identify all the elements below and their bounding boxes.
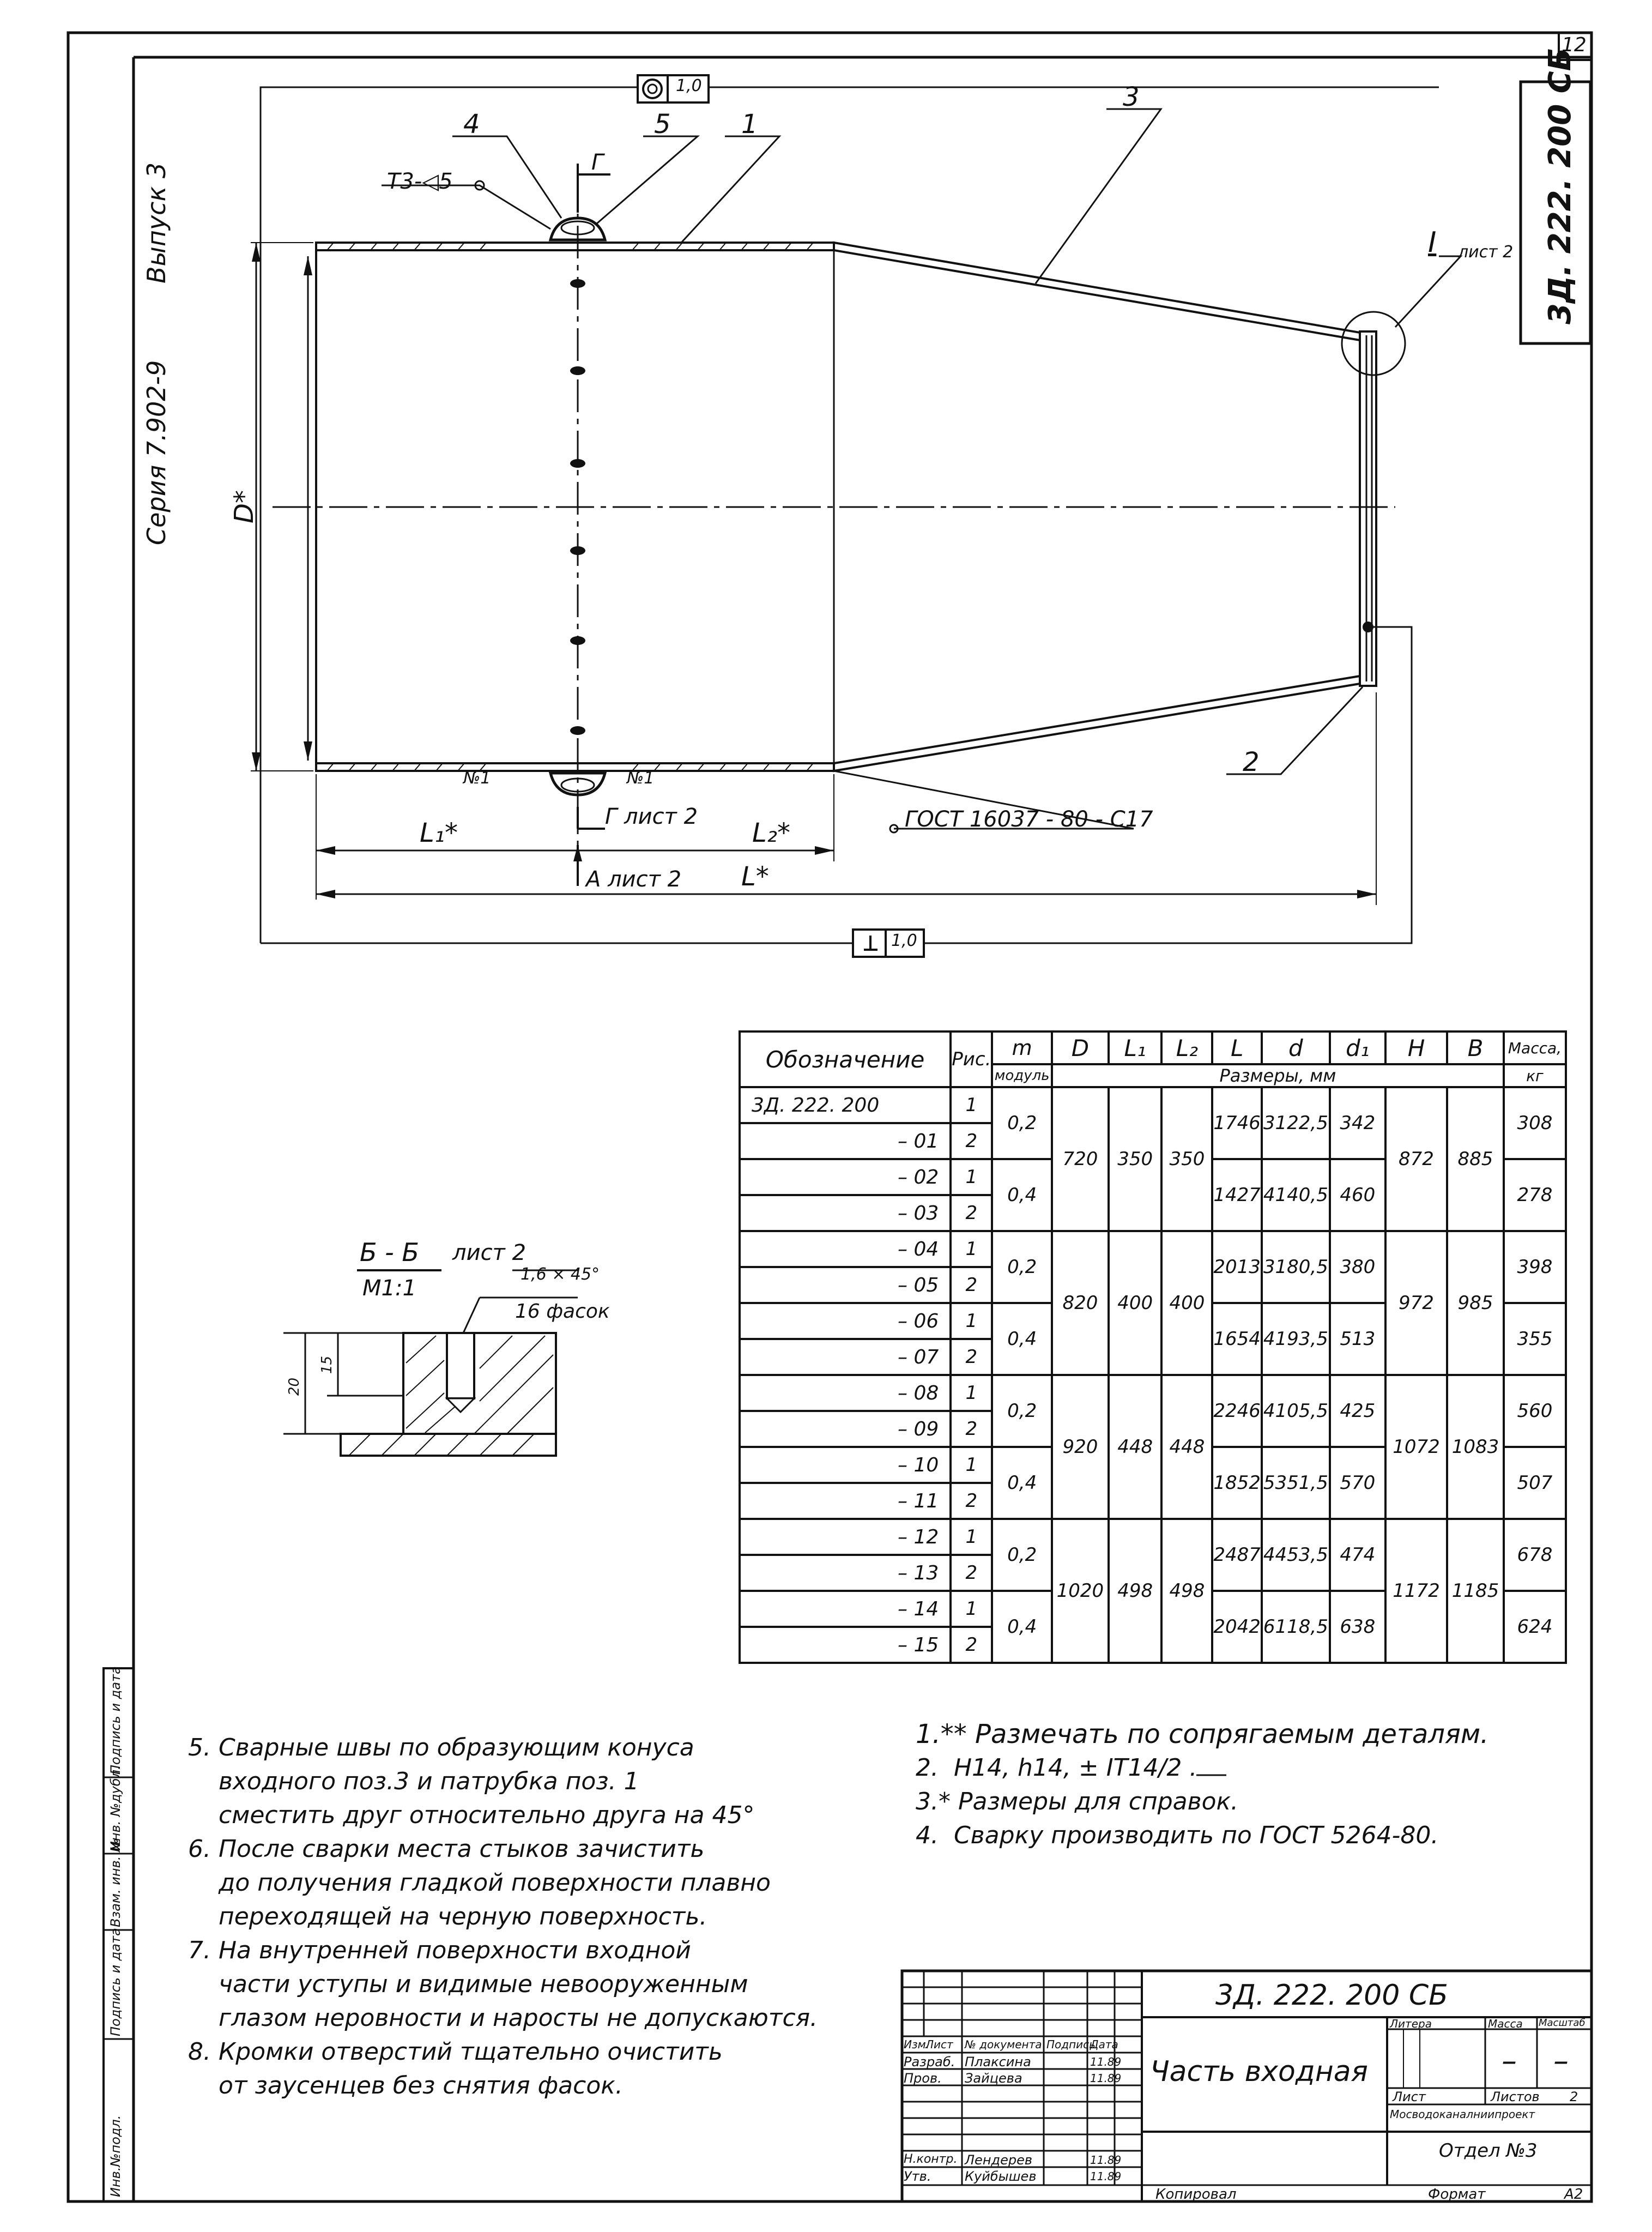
section-chamfer-count: 16 фасок — [515, 1300, 610, 1323]
row-L1: 350 — [1109, 1087, 1162, 1231]
dim-D-label: D* — [229, 490, 259, 523]
row-designation: – 04 — [740, 1231, 951, 1267]
row-d1: 342 — [1330, 1087, 1385, 1159]
tb-massa: Масса — [1488, 2017, 1523, 2030]
section-dim-15: 15 — [319, 1355, 335, 1374]
row-L1: 498 — [1109, 1519, 1162, 1663]
view-A-label: А лист 2 — [586, 867, 682, 892]
tb-name: Часть входная — [1150, 2055, 1368, 2088]
row-d: 4140,5 — [1262, 1159, 1330, 1231]
leader-3 — [1036, 109, 1161, 283]
row-designation: – 14 — [740, 1591, 951, 1627]
th-D: D — [1052, 1031, 1109, 1064]
page-number: 12 — [1562, 34, 1587, 56]
row-L: 2246 — [1212, 1375, 1262, 1447]
row-L2: 448 — [1161, 1375, 1212, 1519]
note-line: до получения гладкой поверхности плавно — [188, 1869, 771, 1897]
tb-col-sign: Подпись — [1046, 2038, 1096, 2051]
tb-massa-val: – — [1502, 2043, 1517, 2079]
dim-L-label: L* — [741, 861, 769, 892]
row-mass: 398 — [1504, 1231, 1566, 1303]
view-G-bottom: Г лист 2 — [605, 804, 698, 829]
callout-4: 4 — [463, 109, 480, 140]
tb-col-doc: № документа — [965, 2038, 1042, 2051]
tb-col-izm: Изм. — [904, 2038, 930, 2051]
row-designation: – 05 — [740, 1267, 951, 1303]
row-H: 872 — [1385, 1087, 1447, 1231]
row-mass: 278 — [1504, 1159, 1566, 1231]
row-module: 0,4 — [992, 1303, 1052, 1375]
row-module: 0,4 — [992, 1159, 1052, 1231]
th-mass-unit: кг — [1504, 1064, 1566, 1087]
row-d: 4453,5 — [1262, 1519, 1330, 1591]
detail-I-sheet: лист 2 — [1458, 243, 1514, 262]
row-L: 1746 — [1212, 1087, 1262, 1159]
row-D: 820 — [1052, 1231, 1109, 1375]
dim-L1-label: L₁* — [420, 818, 458, 848]
section-chamfer: 1,6 × 45° — [521, 1265, 600, 1284]
row-L: 2487 — [1212, 1519, 1262, 1591]
row-fig: 1 — [951, 1447, 992, 1483]
note-line: 8. Кромки отверстий тщательно очистить — [188, 2038, 723, 2066]
row-fig: 2 — [951, 1555, 992, 1591]
row-d1: 638 — [1330, 1591, 1385, 1663]
series-label: Серия 7.902-9 — [142, 360, 171, 545]
th-dims-mm: Размеры, мм — [1052, 1064, 1504, 1087]
row-H: 972 — [1385, 1231, 1447, 1375]
note-line: глазом неровности и наросты не допускаются. — [188, 2004, 818, 2032]
th-L2: L₂ — [1161, 1031, 1212, 1064]
row-L2: 400 — [1161, 1231, 1212, 1375]
row-module: 0,4 — [992, 1447, 1052, 1519]
row-H: 1172 — [1385, 1519, 1447, 1663]
flatness-tolerance-value: 1,0 — [676, 76, 702, 95]
th-mass: Масса, — [1504, 1031, 1566, 1064]
tb-utv-label: Утв. — [904, 2169, 931, 2184]
row-designation: 3Д. 222. 200 — [740, 1087, 951, 1123]
row-fig: 1 — [951, 1591, 992, 1627]
weld-symbol: Т3-◁5 — [387, 169, 453, 194]
row-B: 1185 — [1447, 1519, 1504, 1663]
n1-left: №1 — [463, 769, 491, 788]
tb-utv-date: 11.89 — [1090, 2170, 1122, 2183]
row-fig: 2 — [951, 1123, 992, 1159]
notes-left — [188, 1731, 818, 2103]
th-d1: d₁ — [1330, 1031, 1385, 1064]
row-module: 0,2 — [992, 1375, 1052, 1447]
row-fig: 2 — [951, 1627, 992, 1663]
detail-I-label: I — [1428, 226, 1437, 259]
stamp-code: 3Д. 222. 200 СБ — [1542, 47, 1578, 324]
strip-inv-dubl: Инв. №дубл. — [108, 1765, 123, 1851]
tb-dept: Отдел №3 — [1439, 2140, 1538, 2162]
row-D: 720 — [1052, 1087, 1109, 1231]
row-designation: – 12 — [740, 1519, 951, 1555]
row-module: 0,2 — [992, 1087, 1052, 1159]
perp-frame-line-right — [891, 627, 1412, 943]
tb-sheet-label: Лист — [1393, 2089, 1426, 2104]
row-L1: 400 — [1109, 1231, 1162, 1375]
row-B: 1083 — [1447, 1375, 1504, 1519]
section-dim-20: 20 — [286, 1377, 302, 1396]
tb-nkontr-label: Н.контр. — [904, 2152, 958, 2166]
note-line: 3.* Размеры для справок. — [916, 1788, 1239, 1815]
row-d: 3122,5 — [1262, 1087, 1330, 1159]
row-d: 5351,5 — [1262, 1447, 1330, 1519]
tb-nkontr-name: Лендерев — [965, 2152, 1033, 2168]
row-module: 0,2 — [992, 1519, 1052, 1591]
tb-razrab-name: Плаксина — [965, 2054, 1031, 2070]
row-D: 920 — [1052, 1375, 1109, 1519]
th-designation: Обозначение — [740, 1031, 951, 1087]
row-d: 4105,5 — [1262, 1375, 1330, 1447]
dim-L2-label: L₂* — [752, 818, 790, 848]
row-mass: 678 — [1504, 1519, 1566, 1591]
tb-code: 3Д. 222. 200 СБ — [1215, 1979, 1448, 2012]
row-L: 2042 — [1212, 1591, 1262, 1663]
tb-prov-label: Пров. — [904, 2071, 942, 2086]
tb-sheets-val: 2 — [1570, 2089, 1578, 2104]
note-line: переходящей на черную поверхность. — [188, 1903, 707, 1931]
view-G-top: Г — [591, 150, 604, 175]
callout-5: 5 — [654, 109, 671, 140]
leader-I — [1395, 256, 1461, 327]
row-B: 885 — [1447, 1087, 1504, 1231]
th-L1: L₁ — [1109, 1031, 1162, 1064]
row-fig: 1 — [951, 1231, 992, 1267]
th-fig: Рис. — [951, 1031, 992, 1087]
row-designation: – 13 — [740, 1555, 951, 1591]
row-L2: 498 — [1161, 1519, 1212, 1663]
row-fig: 1 — [951, 1303, 992, 1339]
row-fig: 1 — [951, 1159, 992, 1195]
row-d1: 460 — [1330, 1159, 1385, 1231]
section-sheet: лист 2 — [452, 1240, 527, 1265]
row-fig: 1 — [951, 1087, 992, 1123]
row-L: 2013 — [1212, 1231, 1262, 1303]
tb-format-val: А2 — [1564, 2186, 1583, 2203]
note-line: 2. Н14, h14, ± IT14/2 . — [916, 1754, 1197, 1782]
tb-masshtab-val: – — [1553, 2043, 1569, 2079]
th-m: m — [992, 1031, 1052, 1064]
row-L2: 350 — [1161, 1087, 1212, 1231]
row-d1: 474 — [1330, 1519, 1385, 1591]
row-d1: 380 — [1330, 1231, 1385, 1303]
tb-utv-name: Куйбышев — [965, 2169, 1037, 2184]
cone-bottom-wall — [834, 676, 1360, 771]
note-line: 6. После сварки места стыков зачистить — [188, 1835, 705, 1863]
row-designation: – 06 — [740, 1303, 951, 1339]
row-fig: 2 — [951, 1267, 992, 1303]
row-H: 1072 — [1385, 1375, 1447, 1519]
tb-col-list: Лист — [925, 2038, 953, 2051]
row-designation: – 01 — [740, 1123, 951, 1159]
note-line: сместить друг относительно друга на 45° — [188, 1801, 755, 1829]
tb-prov-name: Зайцева — [965, 2071, 1022, 2086]
row-fig: 2 — [951, 1411, 992, 1447]
strip-sign-date-1: Подпись и дата — [108, 1928, 123, 2036]
row-mass: 507 — [1504, 1447, 1566, 1519]
note-line: части уступы и видимые невооруженным — [188, 1970, 748, 1998]
row-B: 985 — [1447, 1231, 1504, 1375]
row-d1: 513 — [1330, 1303, 1385, 1375]
spec-table — [739, 1030, 1567, 1664]
row-designation: – 11 — [740, 1483, 951, 1519]
row-module: 0,4 — [992, 1591, 1052, 1663]
note-line: входного поз.3 и патрубка поз. 1 — [188, 1767, 639, 1795]
callout-3: 3 — [1123, 82, 1140, 112]
note-line: от заусенцев без снятия фасок. — [188, 2072, 623, 2100]
row-fig: 2 — [951, 1195, 992, 1231]
th-module: модуль — [992, 1064, 1052, 1087]
tb-razrab-date: 11.89 — [1090, 2055, 1122, 2068]
row-designation: – 02 — [740, 1159, 951, 1195]
row-mass: 560 — [1504, 1375, 1566, 1447]
row-fig: 1 — [951, 1519, 992, 1555]
callout-1: 1 — [741, 109, 758, 140]
leader-5 — [597, 136, 698, 224]
leader-1 — [681, 136, 779, 243]
note-line: 1.** Размечать по сопрягаемым деталям. — [916, 1719, 1489, 1750]
row-L1: 448 — [1109, 1375, 1162, 1519]
note-line: 7. На внутренней поверхности входной — [188, 1937, 691, 1964]
section-title: Б - Б — [360, 1238, 419, 1267]
tb-org: Мосводоканалниипроект — [1390, 2108, 1535, 2121]
tb-nkontr-date: 11.89 — [1090, 2153, 1122, 2167]
row-mass: 355 — [1504, 1303, 1566, 1375]
row-designation: – 03 — [740, 1195, 951, 1231]
tb-sheets-label: Листов — [1491, 2089, 1540, 2104]
row-fig: 2 — [951, 1483, 992, 1519]
row-d: 3180,5 — [1262, 1231, 1330, 1303]
tb-litera: Литера — [1390, 2017, 1432, 2030]
row-L: 1427 — [1212, 1159, 1262, 1231]
row-d: 6118,5 — [1262, 1591, 1330, 1663]
tb-format-label: Формат — [1428, 2186, 1486, 2203]
row-designation: – 09 — [740, 1411, 951, 1447]
tb-copied: Копировал — [1155, 2186, 1237, 2203]
gear-ring — [1360, 331, 1376, 686]
th-B: B — [1447, 1031, 1504, 1064]
row-designation: – 08 — [740, 1375, 951, 1411]
th-L: L — [1212, 1031, 1262, 1064]
row-designation: – 07 — [740, 1339, 951, 1375]
leader-4 — [452, 136, 561, 218]
gost-weld-label: ГОСТ 16037 - 80 - С17 — [905, 807, 1153, 832]
row-mass: 308 — [1504, 1087, 1566, 1159]
row-fig: 1 — [951, 1375, 992, 1411]
notes-right — [916, 1717, 1488, 1853]
row-designation: – 10 — [740, 1447, 951, 1483]
row-designation: – 15 — [740, 1627, 951, 1663]
strip-inv-podl: Инв.№подл. — [108, 2115, 123, 2197]
row-module: 0,2 — [992, 1231, 1052, 1303]
issue-label: Выпуск 3 — [142, 162, 171, 283]
note-line: 4. Сварку производить по ГОСТ 5264-80. — [916, 1821, 1439, 1849]
section-scale: М1:1 — [362, 1276, 416, 1301]
tb-masshtab: Масштаб — [1539, 2017, 1586, 2029]
detail-I-circle — [1342, 312, 1405, 375]
tb-col-date: Дата — [1090, 2038, 1118, 2051]
row-mass: 624 — [1504, 1591, 1566, 1663]
row-d1: 425 — [1330, 1375, 1385, 1447]
row-L: 1852 — [1212, 1447, 1262, 1519]
strip-vzam-inv: Взам. инв. № — [108, 1838, 123, 1927]
tb-razrab-label: Разраб. — [904, 2054, 955, 2070]
row-d1: 570 — [1330, 1447, 1385, 1519]
note-line: 5. Сварные швы по образующим конуса — [188, 1734, 694, 1762]
perp-tolerance-value: 1,0 — [891, 931, 917, 950]
row-D: 1020 — [1052, 1519, 1109, 1663]
th-H: H — [1385, 1031, 1447, 1064]
cone-top-wall — [834, 243, 1360, 340]
n1-right: №1 — [627, 769, 655, 788]
strip-sign-date-2: Подпись и дата — [108, 1666, 123, 1775]
row-L: 1654 — [1212, 1303, 1262, 1375]
callout-2: 2 — [1243, 747, 1260, 777]
tb-prov-date: 11.89 — [1090, 2072, 1122, 2085]
row-fig: 2 — [951, 1339, 992, 1375]
row-d: 4193,5 — [1262, 1303, 1330, 1375]
th-d: d — [1262, 1031, 1330, 1064]
